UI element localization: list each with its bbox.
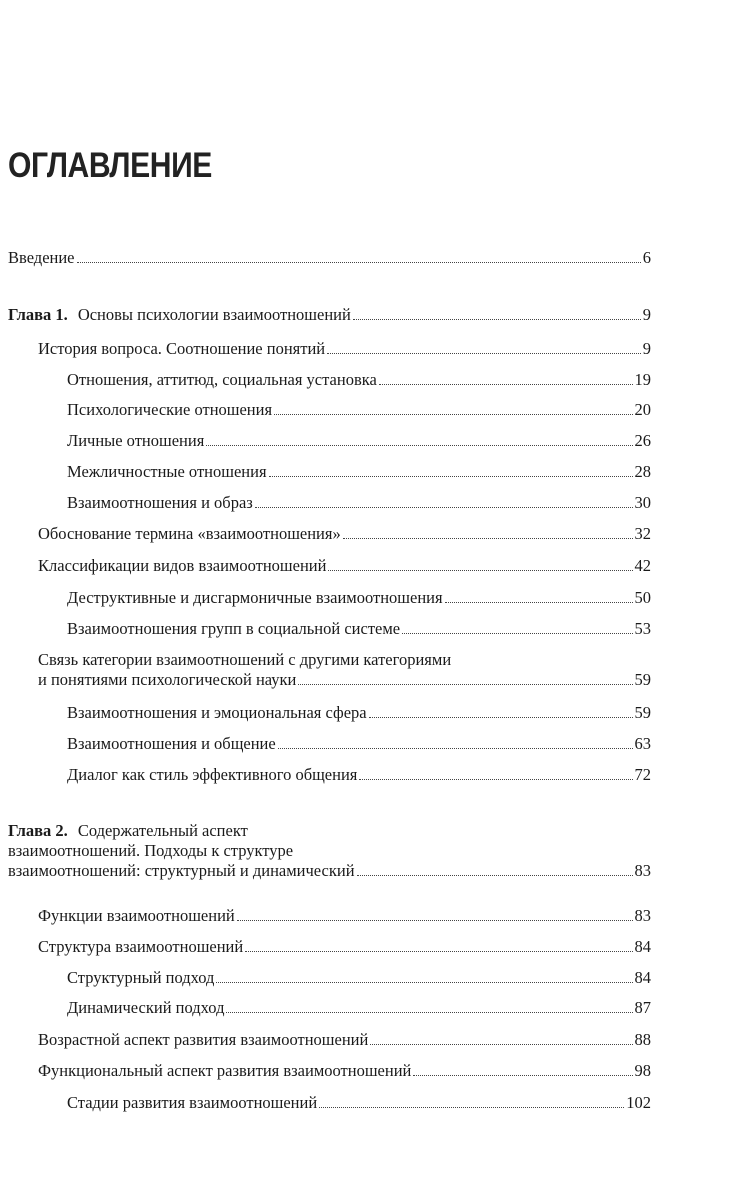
toc-chapter-1[interactable]: Глава 1. Основы психологии взаимоотношений 9 [8,305,651,324]
toc-entry-multiline[interactable]: Связь категории взаимоотношений с другими категориями и понятиями психологической науки 59 [38,650,651,689]
toc-entry[interactable]: Стадии развития взаимоотношений 102 [67,1093,651,1112]
toc-entry[interactable]: Обоснование термина «взаимоотношения» 32 [38,524,651,543]
toc-entry[interactable]: Функциональный аспект развития взаимоотношений 98 [38,1061,651,1080]
toc-entry-intro[interactable]: Введение 6 [8,248,651,267]
toc-entry[interactable]: Классификации видов взаимоотношений 42 [38,556,651,575]
toc-entry[interactable]: Взаимоотношения и образ 30 [67,493,651,512]
toc-entry[interactable]: Возрастной аспект развития взаимоотношений 88 [38,1030,651,1049]
toc-chapter-2[interactable]: Глава 2. Содержательный аспект взаимоотношений. Подходы к структуре взаимоотношений: структурный и динамический 83 [8,821,651,880]
toc-entry[interactable]: Функции взаимоотношений 83 [38,906,651,925]
toc-entry[interactable]: Отношения, аттитюд, социальная установка 19 [67,370,651,389]
toc-entry[interactable]: История вопроса. Соотношение понятий 9 [38,339,651,358]
toc-entry[interactable]: Взаимоотношения и эмоциональная сфера 59 [67,703,651,722]
toc-entry[interactable]: Деструктивные и дисгармоничные взаимоотношения 50 [67,588,651,607]
toc-entry[interactable]: Динамический подход 87 [67,998,651,1017]
toc-entry[interactable]: Диалог как стиль эффективного общения 72 [67,765,651,784]
toc-entry[interactable]: Психологические отношения 20 [67,400,651,419]
toc-entry[interactable]: Межличностные отношения 28 [67,462,651,481]
toc-entry[interactable]: Взаимоотношения групп в социальной системе 53 [67,619,651,638]
toc-entry[interactable]: Взаимоотношения и общение 63 [67,734,651,753]
chapter-prefix: Глава 1. [8,305,68,324]
toc-entry[interactable]: Личные отношения 26 [67,431,651,450]
chapter-title: Основы психологии взаимоотношений [77,305,351,324]
toc-entry[interactable]: Структурный подход 84 [67,968,651,987]
page-title: ОГЛАВЛЕНИЕ [8,146,212,185]
toc-entry[interactable]: Структура взаимоотношений 84 [38,937,651,956]
chapter-prefix: Глава 2. [8,821,68,840]
